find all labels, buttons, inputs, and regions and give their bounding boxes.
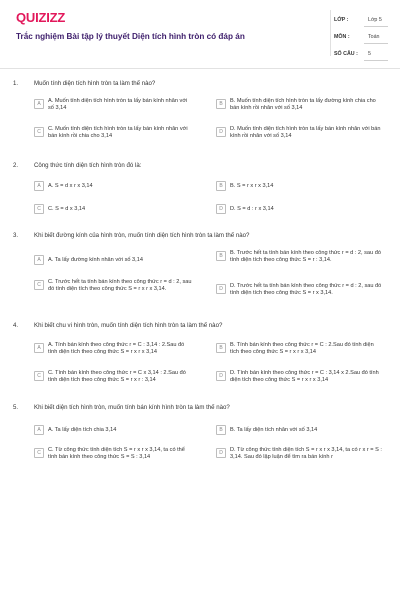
option-d[interactable]: [216, 447, 386, 462]
option-text: D. Tính bán kính theo công thức r = C : 3,14 x 2.Sau đó tính diện tích theo công thức S = r x r x 3,14: [230, 370, 379, 384]
option-text: D. Muốn tính diện tích hình tròn ta lấy bán kính nhân với bán kính rồi nhân với số 3,14: [230, 126, 381, 140]
option-letter-box: C: [34, 204, 44, 214]
option-a[interactable]: [34, 254, 194, 265]
option-c[interactable]: [34, 279, 194, 294]
option-c[interactable]: [34, 203, 194, 214]
question-text: Công thức tính diện tích hình tròn đó là:: [34, 162, 142, 169]
option-letter-box: C: [34, 280, 44, 290]
option-b[interactable]: [216, 424, 386, 435]
question-text: Khi biết đường kính của hình tròn, muốn tính diện tích hình tròn ta làm thế nào?: [34, 232, 250, 239]
option-text: C. Muốn tính diện tích hình tròn ta lấy bán kính nhân với bán kính rồi chia cho 3,14: [48, 126, 188, 140]
option-d[interactable]: [216, 126, 386, 141]
option-letter-box: A: [34, 255, 44, 265]
meta-underline: [364, 60, 388, 61]
option-d[interactable]: [216, 283, 386, 298]
option-letter-box: D: [216, 284, 226, 294]
question-text: Khi biết chu vi hình tròn, muốn tính diện tích hình tròn ta làm thế nào?: [34, 322, 223, 329]
option-text: D. Từ công thức tính diện tích S = r x r x 3,14, ta có r x r = S : 3,14. Sau đó lập luận để tìm ra bán kính r: [230, 447, 382, 461]
option-letter-box: C: [34, 448, 44, 458]
option-text: C. S = d x 3,14: [48, 205, 86, 212]
meta-row-count: [330, 47, 388, 64]
option-a[interactable]: [34, 342, 194, 357]
option-text: C. Tính bán kính theo công thức r = C x 3,14 : 2.Sau đó tính diện tích theo công thức S = r x r : 3,14: [48, 370, 186, 384]
option-c[interactable]: [34, 126, 194, 141]
meta-underline: [364, 26, 388, 27]
option-letter-box: B: [216, 251, 226, 261]
option-letter-box: D: [216, 371, 226, 381]
option-letter-box: D: [216, 127, 226, 137]
meta-value: Toán: [368, 34, 380, 40]
option-b[interactable]: [216, 98, 386, 113]
option-text: A. Ta lấy đường kính nhân với số 3,14: [48, 256, 143, 263]
option-letter-box: A: [34, 181, 44, 191]
option-a[interactable]: [34, 424, 194, 435]
question-number: 3.: [13, 232, 19, 239]
option-text: C. Trước hết ta tính bán kính theo công thức r = d : 2, sau đó tính diện tích theo công thức S = r x r x 3,14.: [48, 279, 192, 293]
option-text: B. Muốn tính diện tích hình tròn ta lấy đường kính chia cho bán kính rồi nhân với số 3,14: [230, 98, 376, 112]
question-number: 4.: [13, 322, 19, 329]
header-divider: [0, 68, 400, 69]
option-letter-box: B: [216, 99, 226, 109]
meta-label: SỐ CÂU :: [334, 51, 358, 57]
option-b[interactable]: [216, 180, 386, 191]
quizizz-logo: QUIZIZZ: [16, 10, 66, 25]
meta-info: [330, 13, 388, 64]
question-text: Khi biết diện tích hình tròn, muốn tính bán kính hình tròn ta làm thế nào?: [34, 404, 230, 411]
meta-value: 5: [368, 51, 371, 57]
meta-value: Lớp 5: [368, 17, 382, 23]
option-c[interactable]: [34, 370, 194, 385]
option-letter-box: A: [34, 425, 44, 435]
option-b[interactable]: [216, 342, 386, 357]
meta-label: LỚP :: [334, 17, 349, 23]
option-text: D. S = d : r x 3,14: [230, 205, 274, 212]
option-d[interactable]: [216, 370, 386, 385]
option-a[interactable]: [34, 98, 194, 113]
meta-row-subject: [330, 30, 388, 47]
option-b[interactable]: [216, 250, 386, 265]
option-letter-box: B: [216, 425, 226, 435]
option-letter-box: B: [216, 181, 226, 191]
question-text: Muốn tính diện tích hình tròn ta làm thế nào?: [34, 80, 156, 87]
option-letter-box: A: [34, 343, 44, 353]
option-c[interactable]: [34, 447, 194, 462]
option-letter-box: D: [216, 204, 226, 214]
meta-label: MÔN :: [334, 34, 350, 40]
option-letter-box: C: [34, 127, 44, 137]
option-text: A. Ta lấy diện tích chia 3,14: [48, 426, 117, 433]
option-letter-box: A: [34, 99, 44, 109]
option-text: B. Tính bán kính theo công thức r = C : 2.Sau đó tính diện tích theo công thức S = r x r x 3,14: [230, 342, 374, 356]
option-letter-box: D: [216, 448, 226, 458]
option-text: C. Từ công thức tính diện tích S = r x r x 3,14, ta có thể tính bán kính theo công thức S = S : 3,14: [48, 447, 185, 461]
option-text: D. Trước hết ta tính bán kính theo công thức r = d : 2, sau đó tính diện tích theo công thức S = r x 3,14.: [230, 283, 382, 297]
option-a[interactable]: [34, 180, 194, 191]
option-text: B. Ta lấy diện tích nhân với số 3,14: [230, 426, 318, 433]
option-text: B. Trước hết ta tính bán kính theo công thức r = d : 2, sau đó tính diện tích theo công thức S = r : 3,14.: [230, 250, 381, 264]
page-title: Trắc nghiệm Bài tập lý thuyết Diện tích hình tròn có đáp án: [16, 32, 245, 41]
option-letter-box: C: [34, 371, 44, 381]
option-text: A. Tính bán kính theo công thức r = C : 3,14 : 2.Sau đó tính diện tích theo công thức S = r x r x 3,14: [48, 342, 185, 356]
question-number: 5.: [13, 404, 19, 411]
question-number: 1.: [13, 80, 19, 87]
option-d[interactable]: [216, 203, 386, 214]
meta-row-grade: [330, 13, 388, 30]
option-letter-box: B: [216, 343, 226, 353]
option-text: A. Muốn tính diện tích hình tròn ta lấy bán kính nhân với số 3,14: [48, 98, 188, 112]
option-text: A. S = d x r x 3,14: [48, 182, 93, 189]
meta-underline: [364, 43, 388, 44]
question-number: 2.: [13, 162, 19, 169]
option-text: B. S = r x r x 3,14: [230, 182, 274, 189]
